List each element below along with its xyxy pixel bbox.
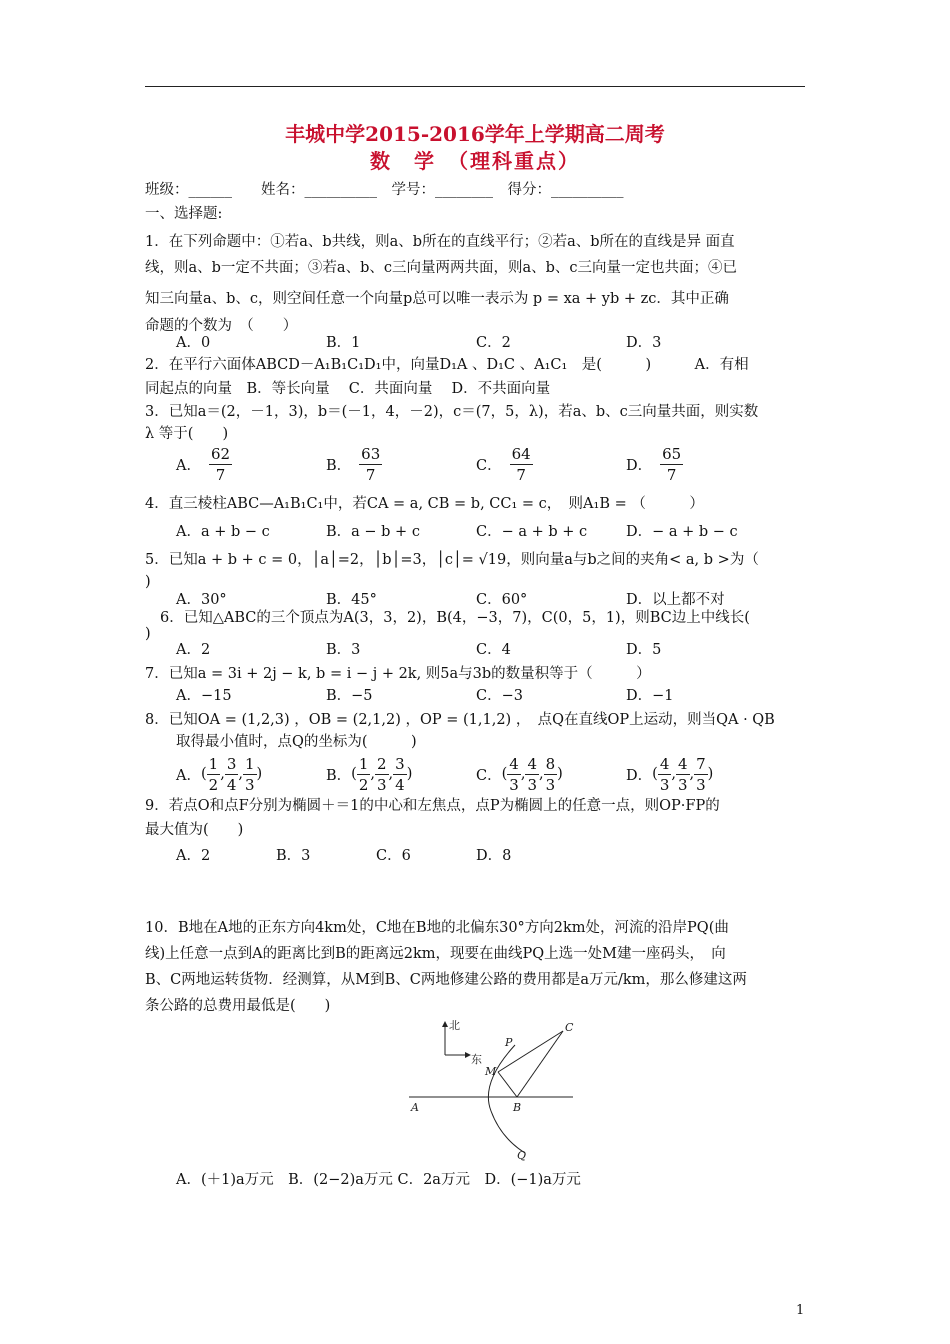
north-arrow-icon	[442, 1021, 448, 1027]
point-m-label: M	[485, 1065, 497, 1078]
q1-line4: 命题的个数为 （ ）	[145, 318, 298, 334]
q5-option-b[interactable]: B．45°	[326, 592, 377, 608]
q8-option-d[interactable]: D． ( $\frac{4}{3}$ , $\frac{4}{3}$ , $\frac{7}{3}$ )	[626, 754, 714, 794]
q6-option-b[interactable]: B．3	[326, 642, 361, 658]
point-q-label: Q	[517, 1149, 527, 1162]
north-label: 北	[449, 1019, 460, 1032]
q6-option-a[interactable]: A．2	[176, 642, 211, 658]
q10-line3: B、C两地运转货物．经测算，从M到B、C两地修建公路的费用都是a万元/km，那么修建这两	[145, 972, 747, 988]
q9-option-a[interactable]: A．2	[176, 848, 211, 864]
q7-option-b[interactable]: B．−5	[326, 688, 373, 704]
q4-line1: 4．直三棱柱ABC—A₁B₁C₁中，若CA = a, CB = b, CC₁ = c， 则A₁B = （ ）	[145, 496, 704, 512]
q7-option-d[interactable]: D．−1	[626, 688, 674, 704]
segment-mb	[498, 1072, 517, 1097]
q1-line3: 知三向量a、b、c，则空间任意一个向量p总可以唯一表示为 p = xa + yb + zc．其中正确	[145, 291, 729, 307]
page-number: 1	[796, 1303, 805, 1318]
q7-options	[176, 686, 806, 706]
q5-option-a[interactable]: A．30°	[176, 592, 227, 608]
river-map-figure	[405, 1013, 605, 1163]
q6-line1: 6．已知△ABC的三个顶点为A(3，3，2)，B(4，−3，7)，C(0，5，1)，则BC边上中线长(	[160, 610, 750, 626]
q3-option-c[interactable]: C． $\frac{64}{7}$	[476, 444, 531, 484]
q8-options	[176, 752, 776, 796]
q9-option-d[interactable]: D．8	[476, 848, 512, 864]
q8-line1: 8．已知OA = (1,2,3) ，OB = (2,1,2) ，OP = (1,1,2) ， 点Q在直线OP上运动，则当QA · QB	[145, 712, 775, 728]
q1-option-a[interactable]: A．0	[176, 335, 211, 351]
q1-option-c[interactable]: C．2	[476, 335, 511, 351]
point-c-label: C	[565, 1021, 574, 1034]
q8-option-c[interactable]: C． ( $\frac{4}{3}$ , $\frac{4}{3}$ , $\frac{8}{3}$ )	[476, 754, 563, 794]
q3-line1: 3．已知a＝(2，－1，3)，b＝(－1，4，－2)，c＝(7，5，λ)，若a、b、c三向量共面，则实数	[145, 404, 759, 420]
point-b-label: B	[513, 1101, 522, 1114]
q7-option-c[interactable]: C．−3	[476, 688, 523, 704]
q3-option-d[interactable]: D． $\frac{65}{7}$	[626, 444, 682, 484]
q9-option-b[interactable]: B．3	[276, 848, 311, 864]
east-label: 东	[471, 1053, 482, 1066]
exam-title: 丰城中学2015-2016学年上学期高二周考	[285, 122, 665, 146]
q3-options	[176, 442, 776, 486]
q7-option-a[interactable]: A．−15	[176, 688, 232, 704]
q5-line2: )	[145, 574, 151, 590]
q9-options	[176, 846, 806, 866]
section-heading: 一、选择题:	[145, 206, 223, 222]
q1-line1: 1．在下列命题中：①若a、b共线，则a、b所在的直线平行；②若a、b所在的直线是异 面直	[145, 234, 735, 250]
q1-options	[176, 333, 806, 353]
q4-option-d[interactable]: D．− a + b − c	[626, 524, 738, 540]
q3-option-b[interactable]: B． $\frac{63}{7}$	[326, 444, 381, 484]
q6-option-c[interactable]: C．4	[476, 642, 511, 658]
q6-options	[176, 640, 806, 660]
q7-line1: 7．已知a = 3i + 2j − k, b = i − j + 2k, 则5a与3b的数量积等于（ ）	[145, 666, 651, 682]
q10-options[interactable]: A．(＋1)a万元 B．(2−2)a万元 C．2a万元 D．(−1)a万元	[176, 1172, 581, 1188]
q10-line1: 10．B地在A地的正东方向4km处，C地在B地的北偏东30°方向2km处，河流的沿岸PQ(曲	[145, 920, 729, 936]
q6-option-d[interactable]: D．5	[626, 642, 662, 658]
q5-line1: 5．已知a + b + c = 0，│a│=2，│b│=3，│c│= √19，则向量a与b之间的夹角< a, b >为（	[145, 552, 759, 568]
point-a-label: A	[411, 1101, 419, 1114]
top-rule	[145, 86, 805, 87]
q3-option-a[interactable]: A． $\frac{62}{7}$	[176, 444, 231, 484]
point-p-label: P	[505, 1036, 513, 1049]
q5-options	[176, 590, 806, 610]
q1-option-b[interactable]: B．1	[326, 335, 361, 351]
q2-line1: 2．在平行六面体ABCD－A₁B₁C₁D₁中，向量D₁A 、D₁C 、A₁C₁ 是( ) A．有相	[145, 357, 749, 373]
q8-line2: 取得最小值时，点Q的坐标为( )	[176, 734, 417, 750]
q6-line2: )	[145, 626, 151, 642]
q8-option-a[interactable]: A． ( $\frac{1}{2}$ , $\frac{3}{4}$ , $\frac{1}{3}$ )	[176, 754, 263, 794]
q2-line2: 同起点的向量 B．等长向量 C．共面向量 D．不共面向量	[145, 381, 551, 397]
q9-line2: 最大值为( )	[145, 822, 244, 838]
q3-line2: λ 等于( )	[145, 426, 229, 442]
q9-line1: 9．若点O和点F分别为椭圆＋＝1的中心和左焦点，点P为椭圆上的任意一点，则OP·FP的	[145, 798, 720, 814]
q5-option-c[interactable]: C．60°	[476, 592, 528, 608]
q8-option-b[interactable]: B． ( $\frac{1}{2}$ , $\frac{2}{3}$ , $\frac{3}{4}$ )	[326, 754, 413, 794]
q4-option-a[interactable]: A．a + b − c	[176, 524, 270, 540]
exam-subtitle: 数 学 （理科重点）	[370, 149, 580, 173]
q10-line4: 条公路的总费用最低是( )	[145, 998, 331, 1014]
segment-bc	[517, 1031, 563, 1097]
q10-line2: 线)上任意一点到A的距离比到B的距离远2km，现要在曲线PQ上选一处M建一座码头， 向	[145, 946, 726, 962]
q9-option-c[interactable]: C．6	[376, 848, 411, 864]
q1-option-d[interactable]: D．3	[626, 335, 662, 351]
river-curve-pq	[488, 1045, 525, 1153]
q1-line2: 线，则a、b一定不共面；③若a、b、c三向量两两共面，则a、b、c三向量一定也共面；④已	[145, 260, 738, 276]
q5-option-d[interactable]: D．以上都不对	[626, 592, 725, 608]
q4-options	[176, 522, 806, 542]
q4-option-b[interactable]: B．a − b + c	[326, 524, 420, 540]
q4-option-c[interactable]: C．− a + b + c	[476, 524, 588, 540]
student-info-line: 班级：______ 姓名：__________ 学号：________ 得分：__________	[145, 182, 624, 198]
